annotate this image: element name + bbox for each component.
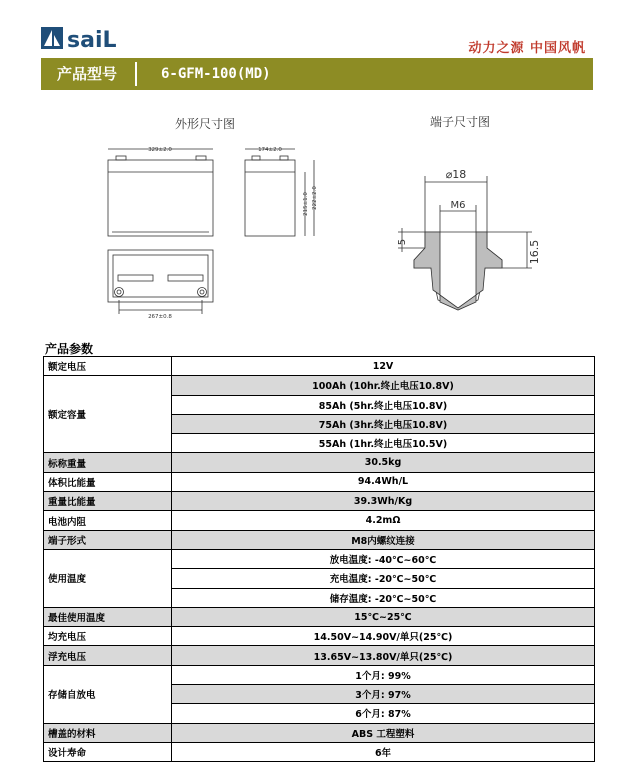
terminal-negative [115, 288, 124, 297]
model-number: 6-GFM-100(MD) [161, 66, 271, 82]
table-row [44, 549, 595, 568]
table-row [44, 376, 595, 395]
table-row [44, 357, 595, 376]
spec-value: 储存温度: -20℃~50℃ [172, 588, 595, 607]
spec-label: 端子形式 [44, 530, 172, 549]
table-row [44, 742, 595, 761]
table-row [44, 627, 595, 646]
spec-value: 100Ah (10hr.终止电压10.8V) [172, 376, 595, 395]
table-row [44, 723, 595, 742]
spec-value: 55Ah (1hr.终止电压10.5V) [172, 434, 595, 453]
spec-table [43, 356, 595, 762]
spec-value: 1个月: 99% [172, 665, 595, 684]
spec-value: 放电温度: -40℃~60℃ [172, 549, 595, 568]
spec-value: 15℃~25℃ [172, 607, 595, 626]
spec-label: 存储自放电 [44, 665, 172, 723]
spec-label: 额定容量 [44, 376, 172, 453]
spec-value: 94.4Wh/L [172, 472, 595, 491]
slogan: 动力之源 中国风帆 [468, 41, 586, 56]
spec-label: 标称重量 [44, 453, 172, 472]
spec-value: 30.5kg [172, 453, 595, 472]
terminal-drawing-title: 端子尺寸图 [429, 115, 491, 129]
terminal-diameter: ⌀18 [445, 168, 467, 181]
spec-value: 12V [172, 357, 595, 376]
spec-label: 槽盖的材料 [44, 723, 172, 742]
spec-value: 6年 [172, 742, 595, 761]
terminal-height: 16.5 [528, 239, 541, 265]
spec-value: ABS 工程塑料 [172, 723, 595, 742]
table-row [44, 472, 595, 491]
dim-height-1: 215±1.0 [303, 192, 309, 216]
terminal-thread: M6 [450, 200, 466, 211]
table-row [44, 607, 595, 626]
spec-value: 14.50V~14.90V/单只(25℃) [172, 627, 595, 646]
outline-drawing-title: 外形尺寸图 [174, 117, 236, 131]
spec-label: 均充电压 [44, 627, 172, 646]
spec-label: 额定电压 [44, 357, 172, 376]
terminal-depth: 5 [397, 238, 408, 246]
table-row [44, 646, 595, 665]
dim-terminal-spacing: 267±0.8 [148, 314, 172, 320]
dim-length: 329±2.0 [148, 147, 172, 153]
spec-value: M8内螺纹连接 [172, 530, 595, 549]
spec-value: 39.3Wh/Kg [172, 492, 595, 511]
spec-value: 充电温度: -20℃~50℃ [172, 569, 595, 588]
model-label: 产品型号 [56, 65, 117, 83]
technical-drawings [0, 0, 634, 340]
brand-text: saiL [67, 28, 117, 53]
spec-label: 使用温度 [44, 549, 172, 607]
spec-label: 设计寿命 [44, 742, 172, 761]
table-row [44, 511, 595, 530]
table-row [44, 492, 595, 511]
spec-label: 浮充电压 [44, 646, 172, 665]
spec-value: 4.2mΩ [172, 511, 595, 530]
spec-label: 电池内阻 [44, 511, 172, 530]
spec-label: 最佳使用温度 [44, 607, 172, 626]
table-row [44, 453, 595, 472]
spec-value: 85Ah (5hr.终止电压10.8V) [172, 395, 595, 414]
side-view [245, 147, 318, 236]
table-row [44, 665, 595, 684]
spec-value: 3个月: 97% [172, 685, 595, 704]
dim-width: 174±2.0 [258, 147, 282, 153]
params-title: 产品参数 [45, 342, 94, 356]
front-view [108, 147, 213, 236]
top-view [108, 250, 213, 320]
terminal-positive [198, 288, 207, 297]
spec-value: 13.65V~13.80V/单只(25℃) [172, 646, 595, 665]
spec-label: 重量比能量 [44, 492, 172, 511]
terminal-section [397, 168, 541, 310]
dim-height-2: 222±2.0 [312, 186, 318, 210]
spec-label: 体积比能量 [44, 472, 172, 491]
spec-value: 75Ah (3hr.终止电压10.8V) [172, 414, 595, 433]
spec-value: 6个月: 87% [172, 704, 595, 723]
table-row [44, 530, 595, 549]
